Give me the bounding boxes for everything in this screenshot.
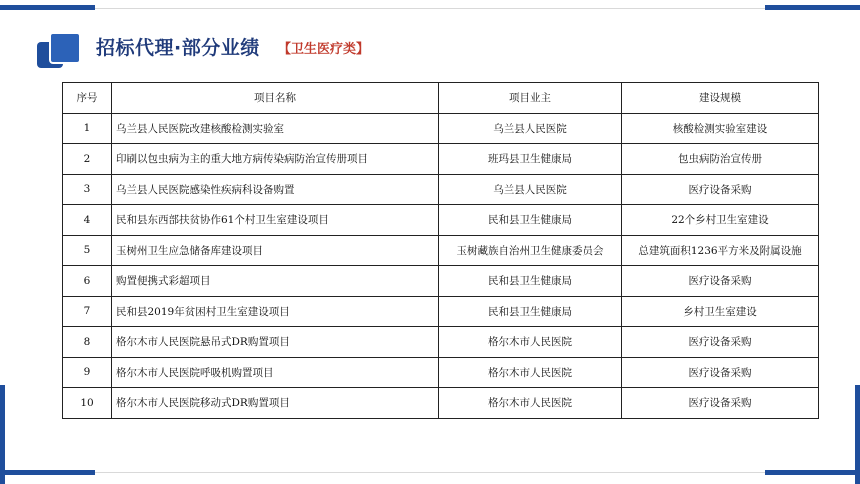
column-header-no: 序号: [63, 83, 112, 114]
cell-scale: 医疗设备采购: [622, 266, 819, 297]
cell-no: 8: [63, 327, 112, 358]
column-header-owner: 项目业主: [439, 83, 622, 114]
cell-no: 7: [63, 296, 112, 327]
cell-owner: 玉树藏族自治州卫生健康委员会: [439, 235, 622, 266]
cell-project-name: 印刷以包虫病为主的重大地方病传染病防治宣传册项目: [112, 144, 439, 175]
table-row: [63, 388, 819, 419]
cell-no: 2: [63, 144, 112, 175]
cell-scale: 包虫病防治宣传册: [622, 144, 819, 175]
table-row: [63, 144, 819, 175]
cell-project-name: 民和县东西部扶贫协作61个村卫生室建设项目: [112, 205, 439, 236]
cell-project-name: 民和县2019年贫困村卫生室建设项目: [112, 296, 439, 327]
frame-line-bottom: [95, 472, 765, 473]
cell-scale: 医疗设备采购: [622, 174, 819, 205]
cell-owner: 班玛县卫生健康局: [439, 144, 622, 175]
cell-scale: 医疗设备采购: [622, 357, 819, 388]
page-title: 招标代理·部分业绩: [96, 37, 260, 59]
cell-project-name: 格尔木市人民医院移动式DR购置项目: [112, 388, 439, 419]
table-row: [63, 327, 819, 358]
frame-line-top: [95, 8, 765, 9]
cell-project-name: 玉树州卫生应急储备库建设项目: [112, 235, 439, 266]
cell-no: 5: [63, 235, 112, 266]
table-row: [63, 174, 819, 205]
cell-owner: 乌兰县人民医院: [439, 174, 622, 205]
cell-project-name: 格尔木市人民医院呼吸机购置项目: [112, 357, 439, 388]
column-header-project-name: 项目名称: [112, 83, 439, 114]
cell-no: 4: [63, 205, 112, 236]
cell-owner: 民和县卫生健康局: [439, 205, 622, 236]
table-row: [63, 235, 819, 266]
table-row: [63, 205, 819, 236]
cell-scale: 医疗设备采购: [622, 388, 819, 419]
cell-no: 10: [63, 388, 112, 419]
cell-no: 1: [63, 113, 112, 144]
cell-scale: 22个乡村卫生室建设: [622, 205, 819, 236]
cell-scale: 核酸检测实验室建设: [622, 113, 819, 144]
frame-bar-bottom-right: [765, 470, 860, 475]
cell-owner: 格尔木市人民医院: [439, 327, 622, 358]
table-row: [63, 266, 819, 297]
page-subtitle: 【卫生医疗类】: [278, 42, 370, 57]
cell-project-name: 乌兰县人民医院改建核酸检测实验室: [112, 113, 439, 144]
table-header-row: [63, 83, 819, 114]
cell-scale: 总建筑面积1236平方米及附属设施: [622, 235, 819, 266]
cell-owner: 民和县卫生健康局: [439, 266, 622, 297]
table-row: [63, 357, 819, 388]
frame-bar-bottom-left: [0, 470, 95, 475]
cell-project-name: 乌兰县人民医院感染性疾病科设备购置: [112, 174, 439, 205]
cell-owner: 格尔木市人民医院: [439, 357, 622, 388]
cell-owner: 格尔木市人民医院: [439, 388, 622, 419]
cell-no: 3: [63, 174, 112, 205]
performance-table: [62, 82, 819, 419]
cell-project-name: 格尔木市人民医院悬吊式DR购置项目: [112, 327, 439, 358]
cell-scale: 医疗设备采购: [622, 327, 819, 358]
cell-owner: 民和县卫生健康局: [439, 296, 622, 327]
table-row: [63, 296, 819, 327]
table-row: [63, 113, 819, 144]
logo-squares-icon: [37, 30, 83, 76]
column-header-scale: 建设规模: [622, 83, 819, 114]
cell-project-name: 购置便携式彩超项目: [112, 266, 439, 297]
cell-owner: 乌兰县人民医院: [439, 113, 622, 144]
frame-bar-top-left: [0, 5, 95, 10]
cell-no: 6: [63, 266, 112, 297]
cell-no: 9: [63, 357, 112, 388]
cell-scale: 乡村卫生室建设: [622, 296, 819, 327]
frame-bar-top-right: [765, 5, 860, 10]
